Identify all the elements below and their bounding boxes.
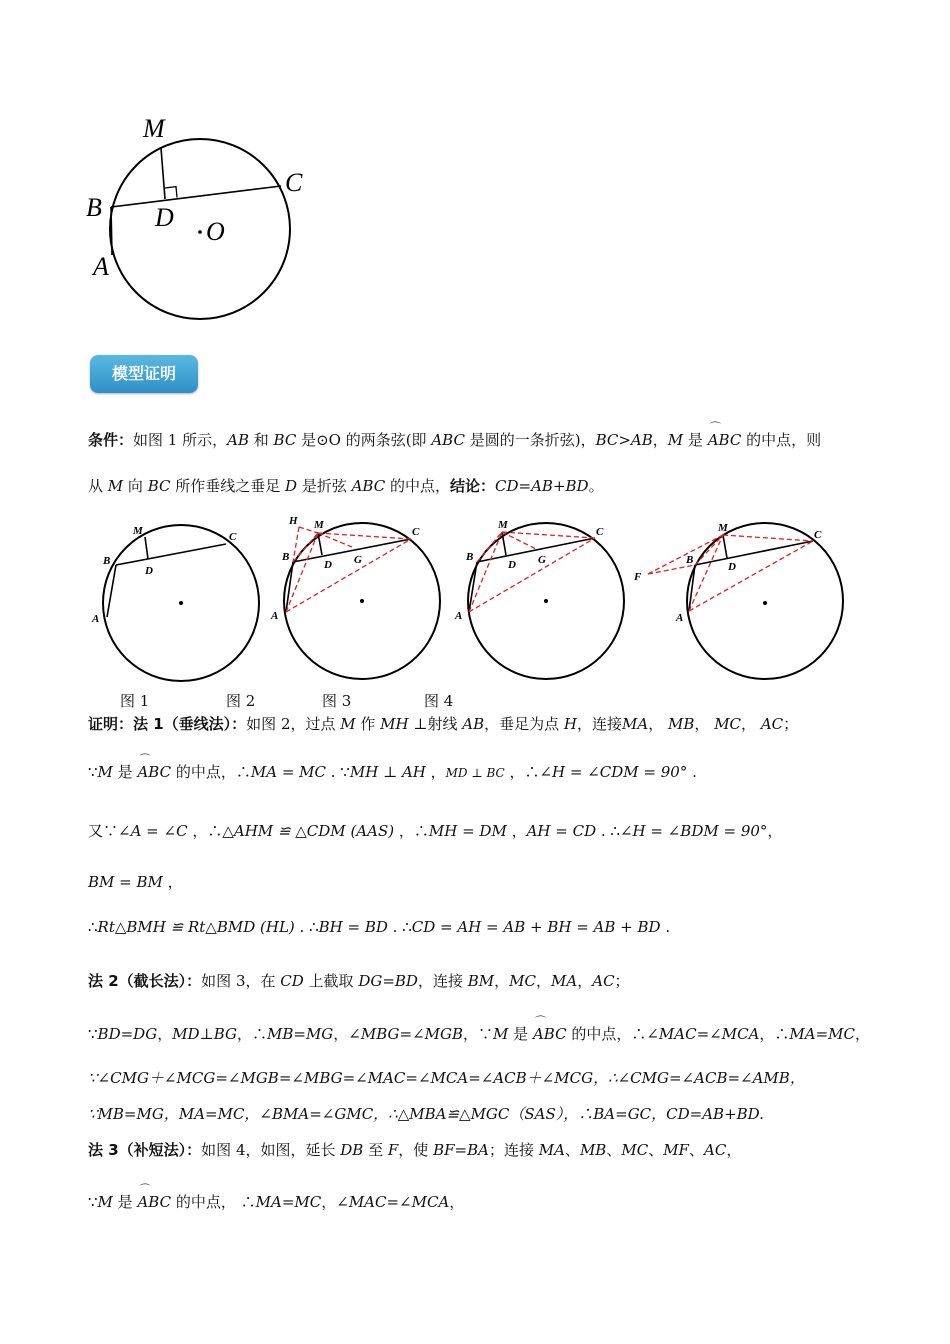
chord-ab [111,207,112,255]
svg-text:A: A [455,610,463,622]
arc-abc: ⌒ ABC [708,430,742,450]
svg-text:M: M [133,525,143,537]
proof2-line3: ∵∠CMG＋∠MCG=∠MGB=∠MBG=∠MAC=∠MCA=∠ACB＋∠MCG，∴∠CMG=∠ACB=∠AMB， [88,1069,805,1087]
proof1-line5: ∴Rt△BMH ≌ Rt△BMD (HL) . ∴BH = BD . ∴CD = AH = AB + BH = AB + BD . [88,918,671,936]
proof1-line2: ∵M 是 ⌒ ABC 的中点，∴MA = MC . ∵MH ⊥ AH ，MD ⊥ BC ，∴∠H = ∠CDM = 90° . [88,762,697,783]
svg-text:C: C [412,526,420,538]
top-circle-figure [80,110,320,330]
figures-row [0,505,950,690]
figure-3 [454,519,624,679]
svg-text:D: D [508,559,516,571]
svg-text:D: D [145,565,153,577]
proof1-line3: 又∵∠A = ∠C ，∴△AHM ≌ △CDM (AAS) ，∴MH = DM ，AH = CD . ∴∠H = ∠BDM = 90°， [88,822,783,840]
proof1-line4: BM = BM ， [88,873,183,891]
caption-fig1: 图 1 [120,692,150,710]
model-proof-badge: 模型证明 [90,355,198,393]
chord-bc [111,186,281,207]
segment-md [161,148,165,199]
figure-1 [91,525,259,681]
center-dot [198,230,202,234]
proof3-line1: 法 3（补短法）：如图 4，如图，延长 DB 至 F，使 BF=BA；连接 MA、MB、MC、MF、AC， [88,1141,742,1159]
label-o: O [206,217,225,246]
caption-fig2: 图 2 [226,692,256,710]
label-d: D [155,203,174,232]
svg-text:C: C [229,531,237,543]
svg-text:B: B [466,551,474,563]
proof2-line1: 法 2（截长法）：如图 3，在 CD 上截取 DG=BD，连接 BM，MC，MA，AC； [88,972,630,990]
svg-text:F: F [634,571,642,583]
svg-text:B: B [282,551,290,563]
caption-fig3: 图 3 [322,692,352,710]
proof1-line1: 证明：法 1（垂线法）：如图 2，过点 M 作 MH ⊥射线 AB，垂足为点 H，连接MA， MB， MC， AC； [88,715,799,733]
figure-2 [270,515,440,679]
caption-fig4: 图 4 [424,692,454,710]
svg-text:H: H [289,515,298,527]
proof3-line2: ∵M 是 ⌒ ABC 的中点， ∴MA=MC，∠MAC=∠MCA， [88,1192,464,1212]
condition-line-2: 从 M 向 BC 所作垂线之垂足 D 是折弦 ABC 的中点，结论：CD=AB+BD。 [88,477,604,495]
svg-text:M: M [718,522,728,534]
svg-text:C: C [596,526,604,538]
label-m: M [143,114,165,143]
svg-text:M: M [314,519,324,531]
svg-text:M: M [498,519,508,531]
label-b: B [86,193,102,222]
svg-text:B: B [686,554,694,566]
circle-o [110,139,290,319]
svg-text:A: A [271,610,279,622]
svg-text:G: G [538,554,546,566]
figure-4 [633,522,843,679]
label-a: A [93,252,109,281]
svg-text:A: A [676,612,684,624]
proof2-line4: ∵MB=MG，MA=MC，∠BMA=∠GMC，∴△MBA≌△MGC（SAS），∴BA=GC，CD=AB+BD. [88,1105,764,1123]
svg-text:D: D [324,559,332,571]
svg-text:A: A [92,613,100,625]
svg-text:D: D [728,561,736,573]
right-angle-mark [165,187,177,198]
proof2-line2: ∵BD=DG，MD⊥BG，∴MB=MG，∠MBG=∠MGB，∵M 是 ⌒ ABC 的中点，∴∠MAC=∠MCA，∴MA=MC， [88,1024,870,1044]
label-c: C [285,168,303,197]
condition-line: 条件：如图 1 所示，AB 和 BC 是⊙O 的两条弦(即 ABC 是圆的一条折弦)，BC>AB，M 是 ⌒ ABC 的中点，则 [88,430,821,450]
svg-text:C: C [814,529,822,541]
svg-text:B: B [103,555,111,567]
svg-text:G: G [354,554,362,566]
